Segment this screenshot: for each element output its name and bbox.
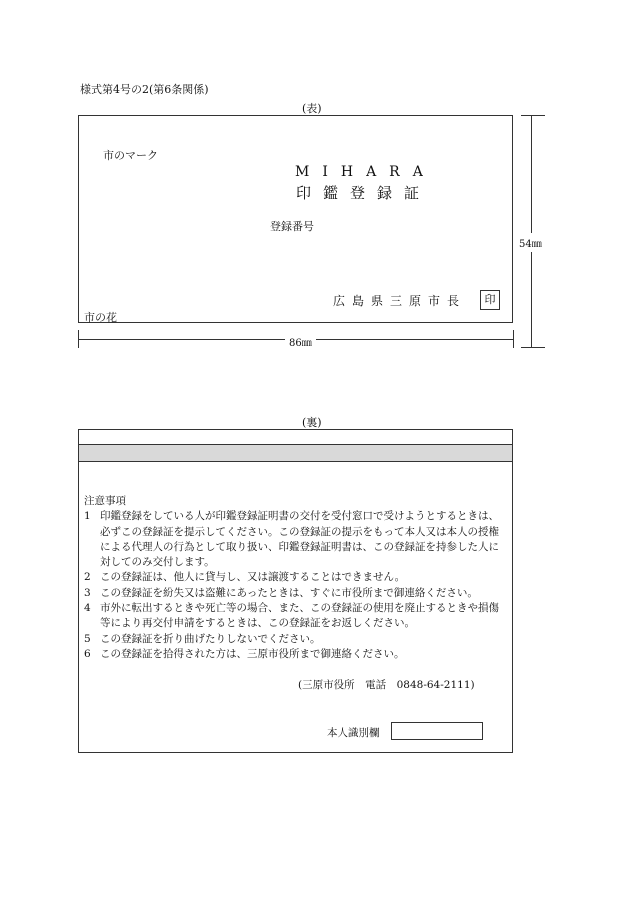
note-number: 1 [84,510,91,523]
height-dimension-line [531,115,532,348]
width-dimension-label: 86㎜ [285,334,316,349]
width-dimension-tick-left [78,330,79,348]
notes-title: 注意事項 [84,495,126,507]
note-number: 3 [84,586,91,599]
note-number: 2 [84,571,91,584]
height-dimension-label: 54㎜ [519,233,542,252]
back-top-band [79,430,512,445]
contact-info: (三原市役所 電話 0848-64-2111) [298,679,475,691]
note-item [84,586,508,601]
note-text: この登録証を紛失又は盗難にあったときは、すぐに市役所まで御連絡ください。 [100,586,478,599]
note-number: 5 [84,632,91,645]
seal-box: 印 [480,290,500,310]
width-dimension-tick-right [513,330,514,348]
magnetic-stripe [79,445,512,462]
note-item [84,632,508,647]
identification-box [391,722,483,740]
form-number-label: 様式第4号の2(第6条関係) [80,83,209,96]
note-text: この登録証を拾得された方は、三原市役所まで御連絡ください。 [100,647,405,660]
back-side-label: (裏) [302,416,322,429]
note-text: 市外に転出するときや死亡等の場合、また、この登録証の使用を廃止するときや損傷等により再交付申請をするときは、この登録証をお返しください。 [100,602,499,630]
registration-number-label: 登録番号 [270,220,314,233]
note-item [84,509,508,570]
issuer-name: 広島県三原市長 [333,294,467,308]
note-text: 印鑑登録をしている人が印鑑登録証明書の交付を受付窓口で受けようとするときは、必ずこの登録証を提示してください。この登録証の提示をもって本人又は本人の授権による代理人の行為として取り扱い、印鑑登録証明書は、この登録証を持参した人に対してのみ交付します。 [100,510,499,569]
city-mark-label: 市のマーク [103,149,158,162]
identification-label: 本人識別欄 [327,727,380,739]
note-number: 6 [84,647,91,660]
height-dimension-tick-bottom [521,347,545,348]
city-flower-label: 市の花 [84,311,117,324]
note-item [84,601,508,632]
notes-section [84,494,508,662]
height-dimension-tick-top [521,115,545,116]
note-item [84,647,508,662]
note-text: この登録証を折り曲げたりしないでください。 [100,632,321,645]
city-name-roman: MIHARA [295,164,436,180]
card-title: 印鑑登録証 [296,184,432,202]
note-item [84,570,508,585]
note-text: この登録証は、他人に貸与し、又は譲渡することはできません。 [100,571,406,584]
note-number: 4 [84,602,91,615]
front-side-label: (表) [302,102,322,115]
